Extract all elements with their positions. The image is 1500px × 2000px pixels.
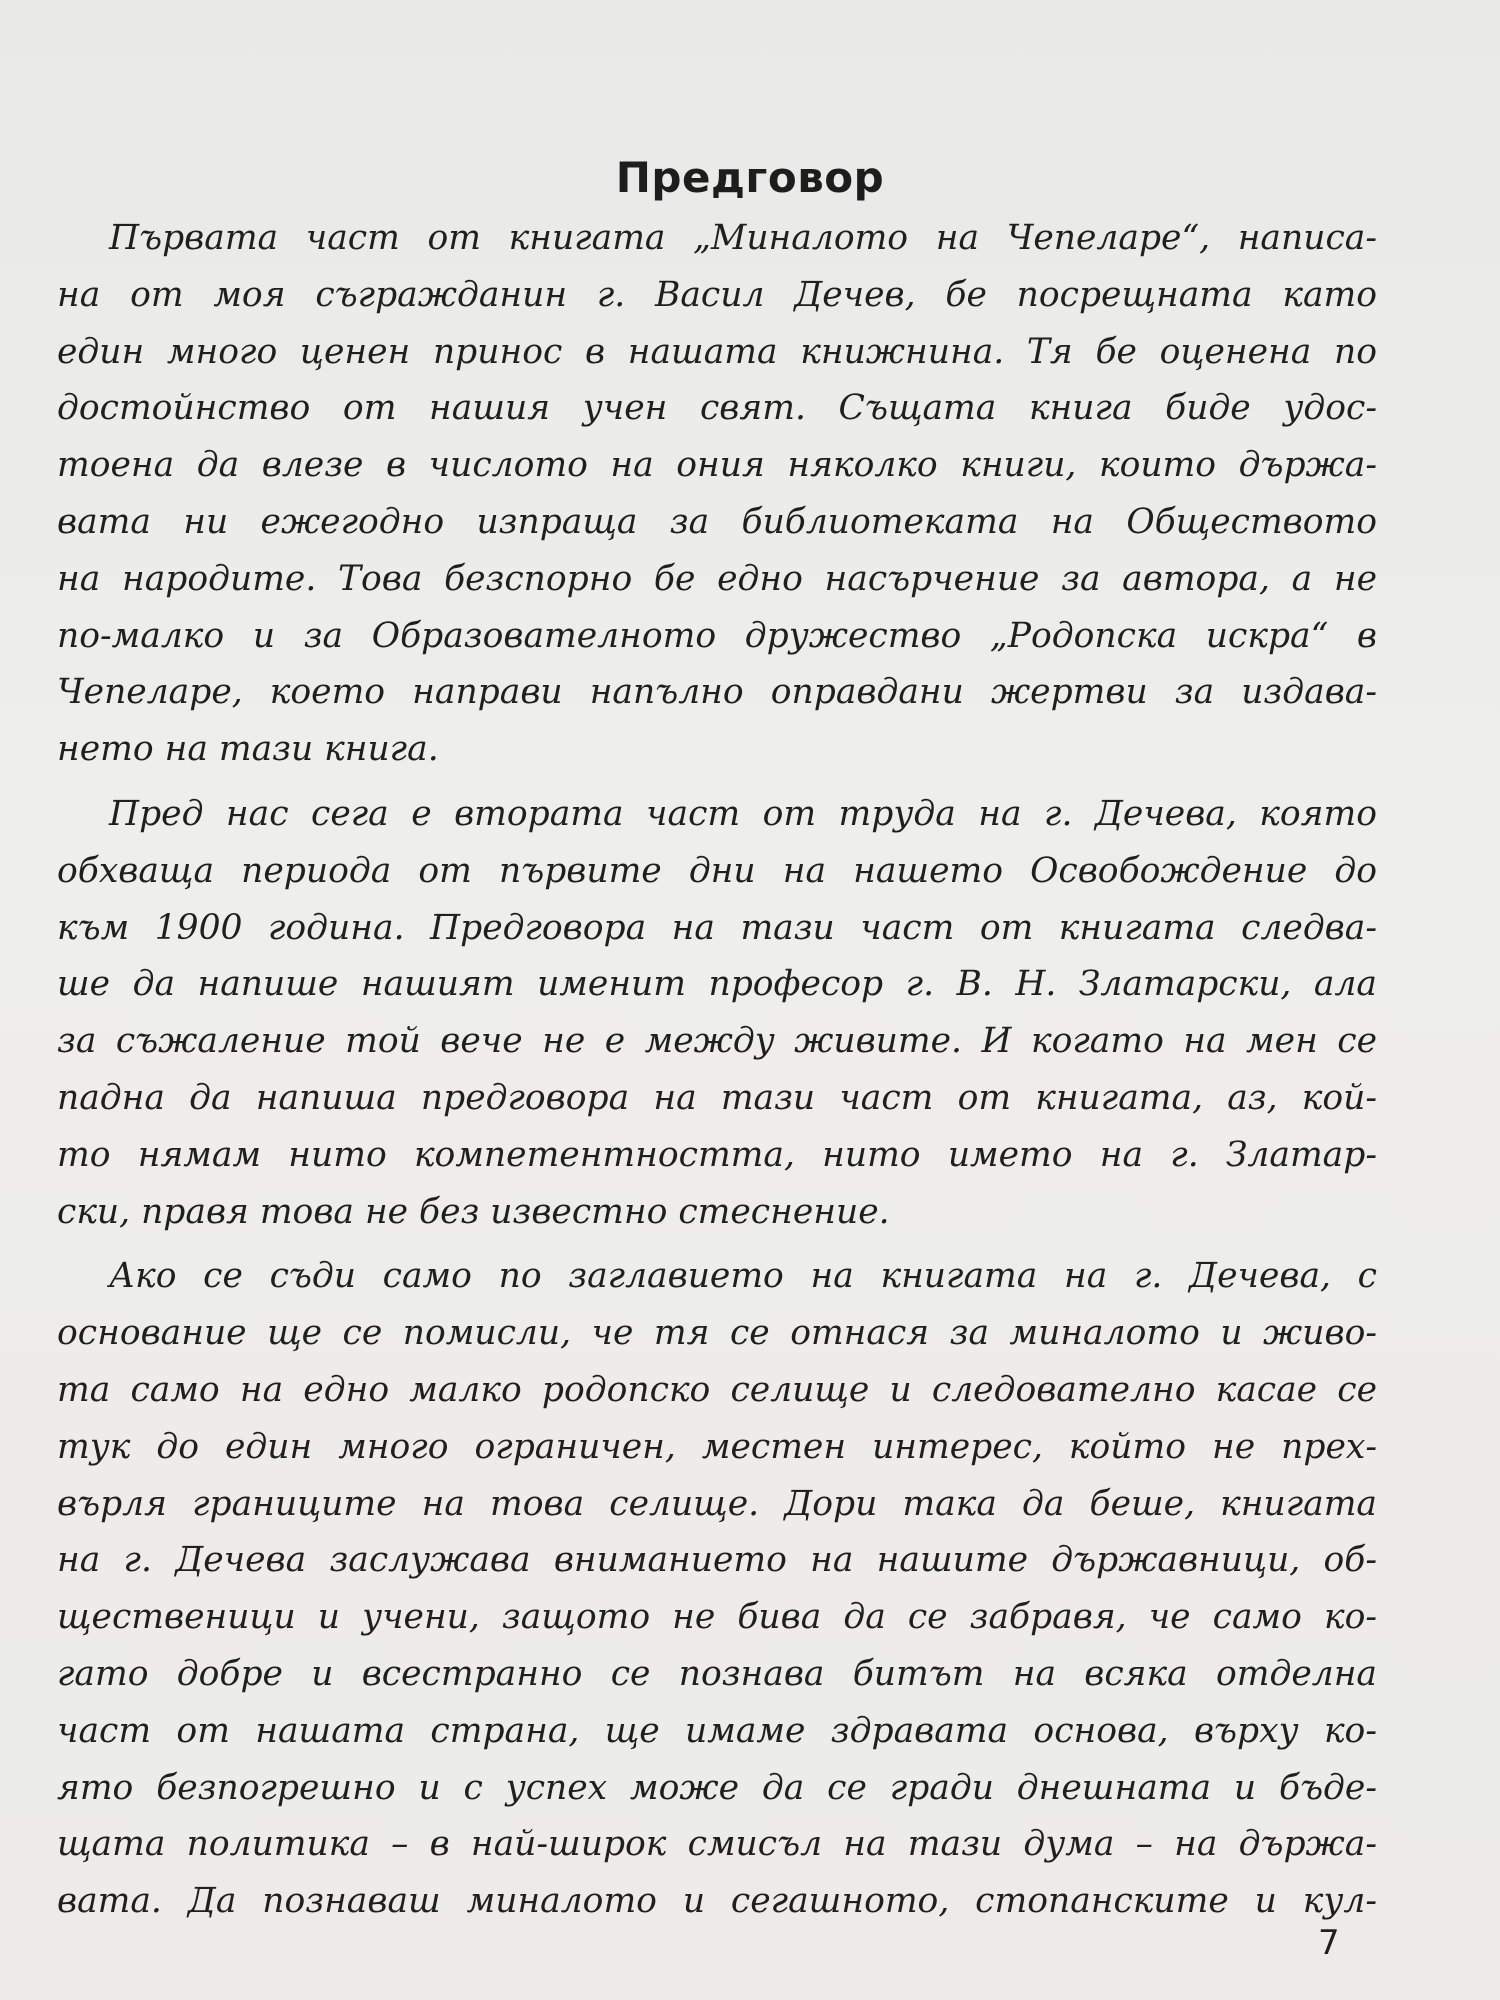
text-line: ски, правя това не без известно стеснение. [57, 1191, 890, 1232]
text-line: достойнство от нашия учен свят. Същата книга биде удос- [57, 388, 1377, 429]
page-title: Предговор [615, 153, 885, 202]
text-line: върля границите на това селище. Дори така да беше, книгата [57, 1483, 1377, 1524]
text-line: нето на тази книга. [57, 729, 439, 770]
text-line: част от нашата страна, ще имаме здравата основа, върху ко- [57, 1710, 1377, 1751]
text-line: на народите. Това безспорно бе едно насърчение за автора, а не [57, 558, 1377, 599]
text-line: Ако се съди само по заглавието на книгата на г. Дечева, с [109, 1256, 1377, 1297]
text-line: тук до един много ограничен, местен интерес, който не прех- [57, 1426, 1377, 1467]
text-line: ято безпогрешно и с успех може да се гради днешната и бъде- [57, 1767, 1377, 1808]
text-line: за съжаление той вече не е между живите. И когато на мен се [57, 1021, 1377, 1062]
text-line: вата ни ежегодно изпраща за библиотеката на Обществото [57, 501, 1377, 542]
text-line: Първата част от книгата „Миналото на Чепеларе“, написа- [109, 218, 1377, 258]
text-line: един много ценен принос в нашата книжнина. Тя бе оценена по [57, 331, 1377, 372]
body-text [57, 210, 1377, 1930]
text-line: падна да напиша предговора на тази част от книгата, аз, кой- [57, 1077, 1377, 1118]
text-line: щественици и учени, защото не бива да се забравя, че само ко- [57, 1597, 1377, 1638]
text-line: обхваща периода от първите дни на нашето Освобождение до [57, 850, 1377, 891]
text-line: ше да напише нашият именит професор г. В. Н. Златарски, ала [57, 964, 1377, 1005]
text-line: основание ще се помисли, че тя се отнася за миналото и живо- [57, 1313, 1377, 1354]
page-number: 7 [1318, 1923, 1340, 1963]
text-line: гато добре и всестранно се познава битът на всяка отделна [57, 1653, 1377, 1694]
text-line: към 1900 година. Предговора на тази част от книгата следва- [57, 907, 1377, 948]
text-line: Чепеларе, което направи напълно оправдани жертви за издава- [57, 672, 1377, 713]
text-line: на г. Дечева заслужава вниманието на нашите държавници, об- [57, 1540, 1377, 1581]
text-line: та само на едно малко родопско селище и следователно касае се [57, 1369, 1377, 1410]
text-line: Пред нас сега е втората част от труда на г. Дечева, която [109, 793, 1377, 834]
text-line: по-малко и за Образователното дружество „Родопска искра“ в [57, 615, 1377, 656]
text-line: тоена да влезе в числото на ония няколко книги, които държа- [57, 445, 1377, 486]
text-line: вата. Да познаваш миналото и сегашното, стопанските и кул- [57, 1881, 1377, 1922]
text-line: щата политика – в най-широк смисъл на тази дума – на държа- [57, 1824, 1377, 1865]
text-line: на от моя съгражданин г. Васил Дечев, бе посрещната като [57, 274, 1377, 315]
text-line: то нямам нито компетентността, нито името на г. Златар- [57, 1134, 1377, 1175]
